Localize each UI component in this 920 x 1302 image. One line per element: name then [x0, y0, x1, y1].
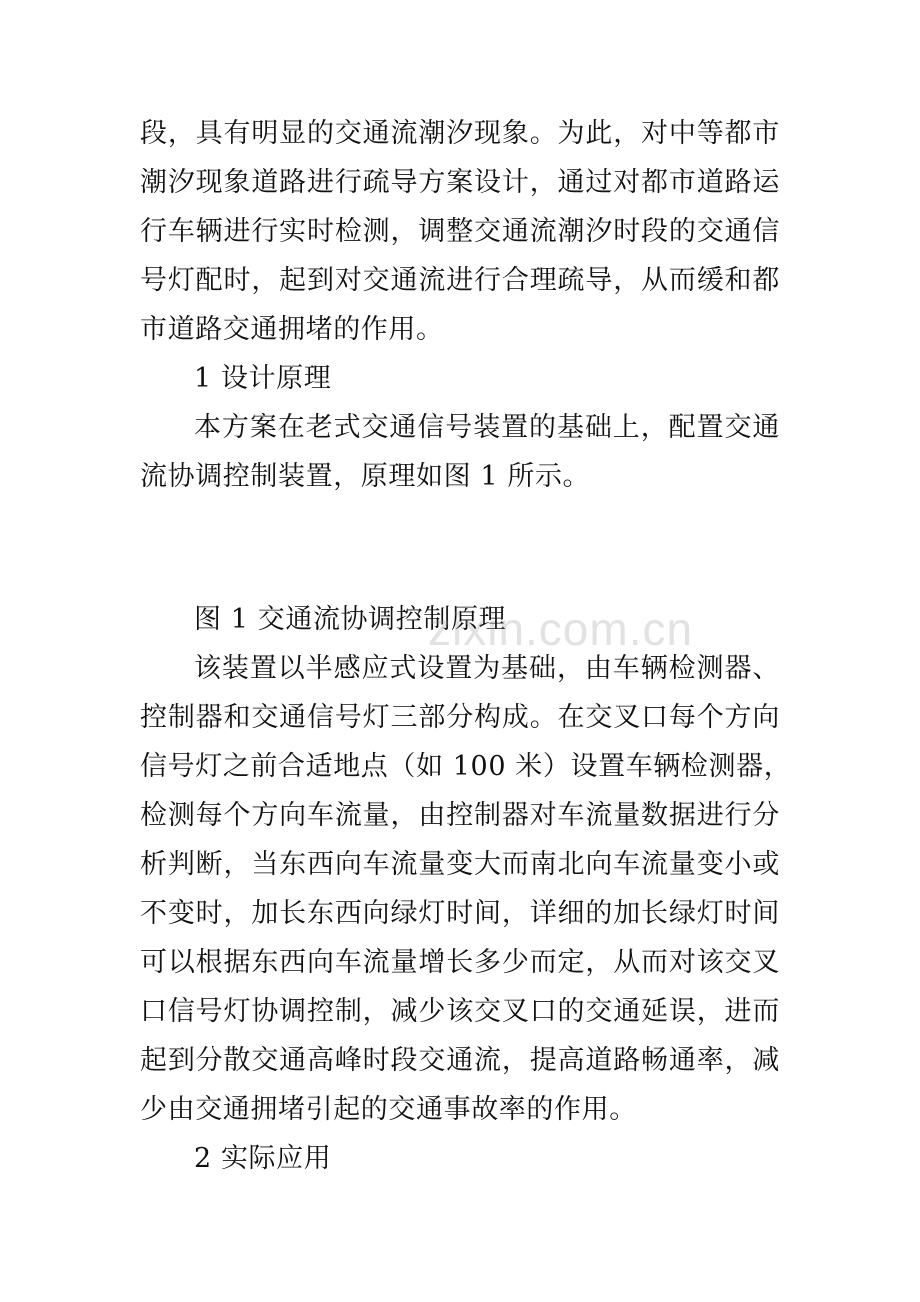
paragraph-3-line-10: 少由交通拥堵引起的交通事故率的作用。: [140, 1094, 637, 1125]
figure-1-caption: 图 1 交通流协调控制原理: [194, 604, 507, 635]
paragraph-3-line-3: 信号灯之前合适地点（如 100 米）设置车辆检测器，: [140, 751, 792, 782]
paragraph-3-line-2: 控制器和交通信号灯三部分构成。在交叉口每个方向: [140, 702, 780, 733]
paragraph-1-line-3: 行车辆进行实时检测，调整交通流潮汐时段的交通信: [140, 216, 780, 247]
paragraph-3-line-1: 该装置以半感应式设置为基础，由车辆检测器、: [194, 653, 780, 684]
paragraph-3-line-7: 可以根据东西向车流量增长多少而定，从而对该交叉: [140, 947, 780, 978]
watermark: zixin.com.cn: [428, 603, 694, 655]
paragraph-3-line-9: 起到分散交通高峰时段交通流，提高道路畅通率，减: [140, 1045, 780, 1076]
section-1-heading: 1 设计原理: [194, 363, 332, 394]
paragraph-3-line-4: 检测每个方向车流量，由控制器对车流量数据进行分: [140, 800, 780, 831]
paragraph-3-line-8: 口信号灯协调控制，减少该交叉口的交通延误，进而: [140, 996, 780, 1027]
paragraph-1-line-1: 段，具有明显的交通流潮汐现象。为此，对中等都市: [140, 118, 780, 149]
paragraph-3-line-5: 析判断，当东西向车流量变大而南北向车流量变小或: [140, 849, 780, 880]
paragraph-2-line-2: 流协调控制装置，原理如图 1 所示。: [140, 461, 591, 492]
paragraph-1-line-5: 市道路交通拥堵的作用。: [140, 314, 444, 345]
paragraph-3-line-6: 不变时，加长东西向绿灯时间，详细的加长绿灯时间: [140, 898, 780, 929]
paragraph-1-line-4: 号灯配时，起到对交通流进行合理疏导，从而缓和都: [140, 265, 780, 296]
paragraph-2-line-1: 本方案在老式交通信号装置的基础上，配置交通: [194, 412, 780, 443]
paragraph-1-line-2: 潮汐现象道路进行疏导方案设计，通过对都市道路运: [140, 167, 780, 198]
section-2-heading: 2 实际应用: [194, 1143, 332, 1174]
